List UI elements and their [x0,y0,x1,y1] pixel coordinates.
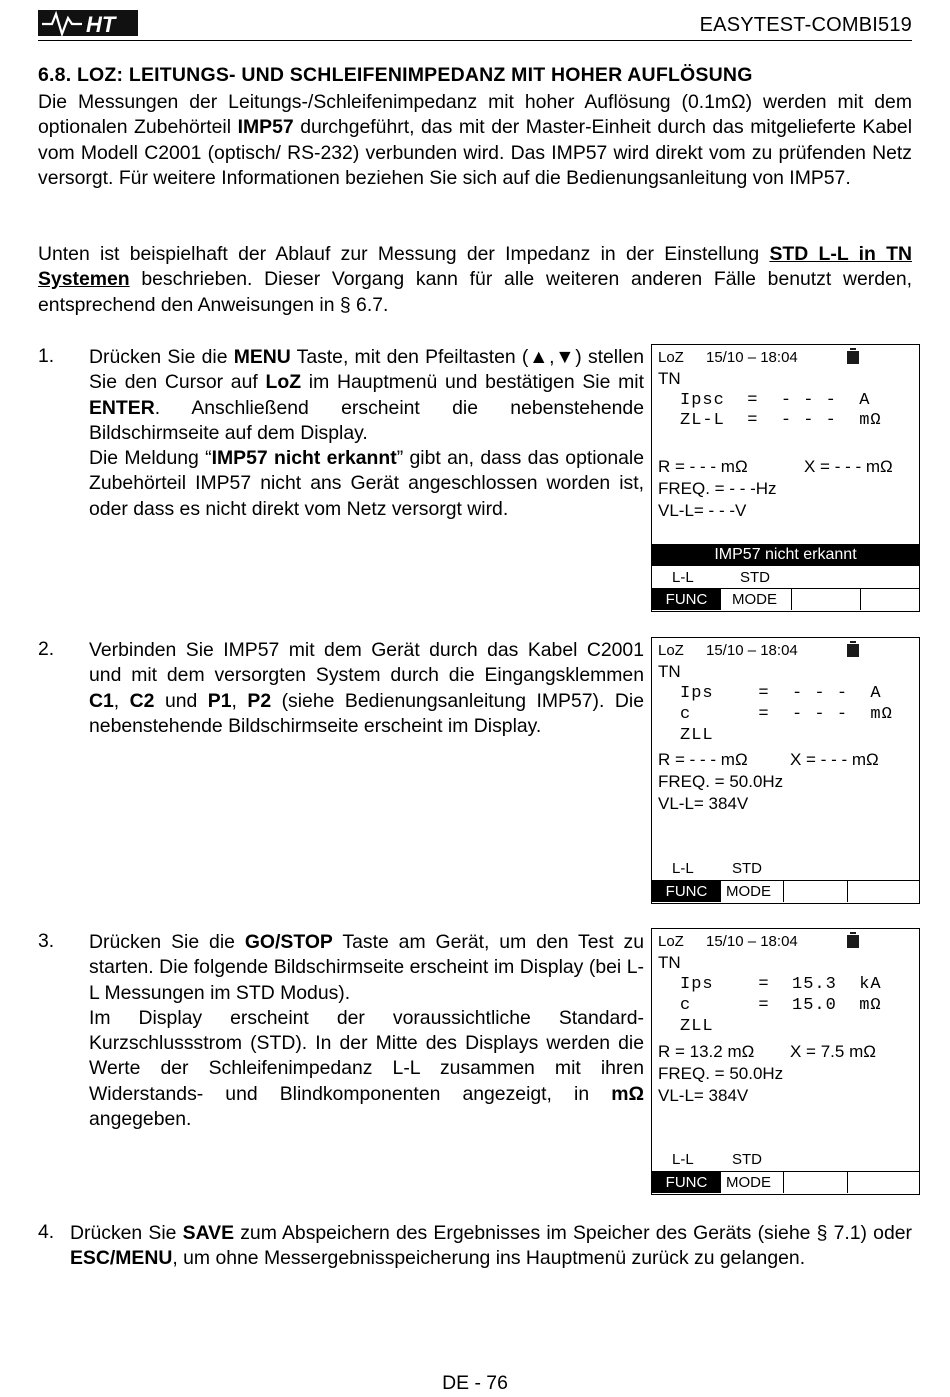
softkey-bar [652,1171,919,1193]
step-2-text: Verbinden Sie IMP57 mit dem Gerät durch das Kabel C2001 und mit dem versorgten System durch die Eingangsklemmen C1, C2 und P1, P2 (siehe Bedienungsanleitung IMP57). Die nebenstehende Bildschirmseite erscheint im Display. [89,639,644,737]
step-1-text: Drücken Sie die MENU Taste, mit den Pfeiltasten (▲,▼) stellen Sie den Cursor auf LoZ im Hauptmenü und bestätigen Sie mit ENTER. Anschließend erscheint die nebenstehende Bildschirmseite auf dem Display. Die Meldung “IMP57 nicht erkannt” gibt an, dass das optionale Zubehörteil IMP57 nicht ans Gerät angeschlossen worden ist, oder dass es nicht direkt vom Netz versorgt wird. [89,346,644,520]
battery-icon [847,644,859,657]
result-row-2: ZL-L = - - - mΩ [680,411,882,430]
result-row-2: c = 15.0 mΩ [680,996,882,1015]
reactance-value: X = - - - mΩ [804,457,893,476]
softkey-bar [652,880,919,902]
mode-setting-label: STD [732,860,762,877]
softkey-divider [860,589,861,610]
display-screen-1 [651,344,920,612]
voltage-value: VL-L= 384V [658,1086,749,1105]
result-row-1: Ips = 15.3 kA [680,975,882,994]
step-4-text: Drücken Sie SAVE zum Abspeichern des Ergebnisses im Speicher des Geräts (siehe § 7.1) oder ESC/MENU, um ohne Messergebnisspeicherung ins Hauptmenü zurück zu gelangen. [70,1222,912,1270]
voltage-value: VL-L= 384V [658,794,749,813]
resistance-value: R = 13.2 mΩ [658,1042,755,1061]
display-screen-2 [651,637,920,904]
header-divider [38,40,912,41]
display-screen-3 [651,928,920,1195]
battery-icon [847,935,859,948]
battery-icon [847,351,859,364]
datetime: 15/10 – 18:04 [706,349,798,366]
mode-label: LoZ [658,642,684,659]
softkey-divider [847,1172,848,1193]
step-number: 2. [38,638,55,660]
step-number: 1. [38,345,55,367]
mode-softkey[interactable]: MODE [732,591,777,608]
ht-logo [38,8,138,38]
result-row-2: c = - - - mΩ [680,705,893,724]
function-label: L-L [672,860,694,877]
mode-label: LoZ [658,933,684,950]
step-number: 3. [38,930,55,952]
softkey-divider [791,589,792,610]
mode-setting-label: STD [740,569,770,586]
result-row-1: Ips = - - - A [680,684,882,703]
datetime: 15/10 – 18:04 [706,642,798,659]
page-number: DE - 76 [442,1372,508,1394]
document-title: EASYTEST-COMBI519 [699,14,912,36]
reactance-value: X = - - - mΩ [790,750,879,769]
resistance-value: R = - - - mΩ [658,750,748,769]
voltage-value: VL-L= - - -V [658,501,747,520]
frequency-value: FREQ. = 50.0Hz [658,772,784,791]
frequency-value: FREQ. = 50.0Hz [658,1064,784,1083]
mode-softkey[interactable]: MODE [726,1174,771,1191]
resistance-value: R = - - - mΩ [658,457,748,476]
mode-setting-label: STD [732,1151,762,1168]
result-row-3: ZLL [680,726,714,745]
func-softkey[interactable]: FUNC [652,881,721,902]
reactance-value: X = 7.5 mΩ [790,1042,876,1061]
intro-paragraph-2: Unten ist beispielhaft der Ablauf zur Messung der Impedanz in der Einstellung STD L-L in TN Systemen beschrieben. Dieser Vorgang kann für alle weiteren anderen Fälle benutzt werden, entsprechend den Anweisungen in § 6.7. [38,243,913,316]
system-label: TN [658,662,681,681]
imp57-not-detected-banner: IMP57 nicht erkannt [652,544,919,566]
func-softkey[interactable]: FUNC [652,1172,721,1193]
mode-label: LoZ [658,349,684,366]
datetime: 15/10 – 18:04 [706,933,798,950]
intro-paragraph-1: Die Messungen der Leitungs-/Schleifenimpedanz mit hoher Auflösung (0.1mΩ) werden mit dem optionalen Zubehörteil IMP57 durchgeführt, das mit der Master-Einheit durch das mitgelieferte Kabel vom Modell C2001 (optisch/ RS-232) verbunden wird. Das IMP57 wird direkt vom zu prüfenden Netz versorgt. Für weitere Informationen beziehen Sie sich auf die Bedienungsanleitung von IMP57. [38,91,912,189]
function-label: L-L [672,569,694,586]
softkey-divider [847,881,848,902]
softkey-bar [652,588,919,610]
result-row-3: ZLL [680,1017,714,1036]
system-label: TN [658,369,681,388]
softkey-divider [783,881,784,902]
frequency-value: FREQ. = - - -Hz [658,479,777,498]
softkey-divider [783,1172,784,1193]
section-heading: 6.8. LOZ: LEITUNGS- UND SCHLEIFENIMPEDANZ MIT HOHER AUFLÖSUNG [38,64,753,86]
result-row-1: Ipsc = - - - A [680,391,871,410]
function-label: L-L [672,1151,694,1168]
step-number: 4. [38,1221,55,1243]
mode-softkey[interactable]: MODE [726,883,771,900]
func-softkey[interactable]: FUNC [652,589,721,610]
logo-text: HT [86,12,116,37]
step-3-text: Drücken Sie die GO/STOP Taste am Gerät, um den Test zu starten. Die folgende Bildschirmseite erscheint im Display (bei L-L Messungen im STD Modus). Im Display erscheint der voraussichtliche Standard-Kurzschlussstrom (STD). In der Mitte des Displays werden die Werte der Schleifenimpedanz L-L zusammen mit ihren Widerstands- und Blindkomponenten angezeigt, in mΩ angegeben. [89,931,644,1131]
system-label: TN [658,953,681,972]
